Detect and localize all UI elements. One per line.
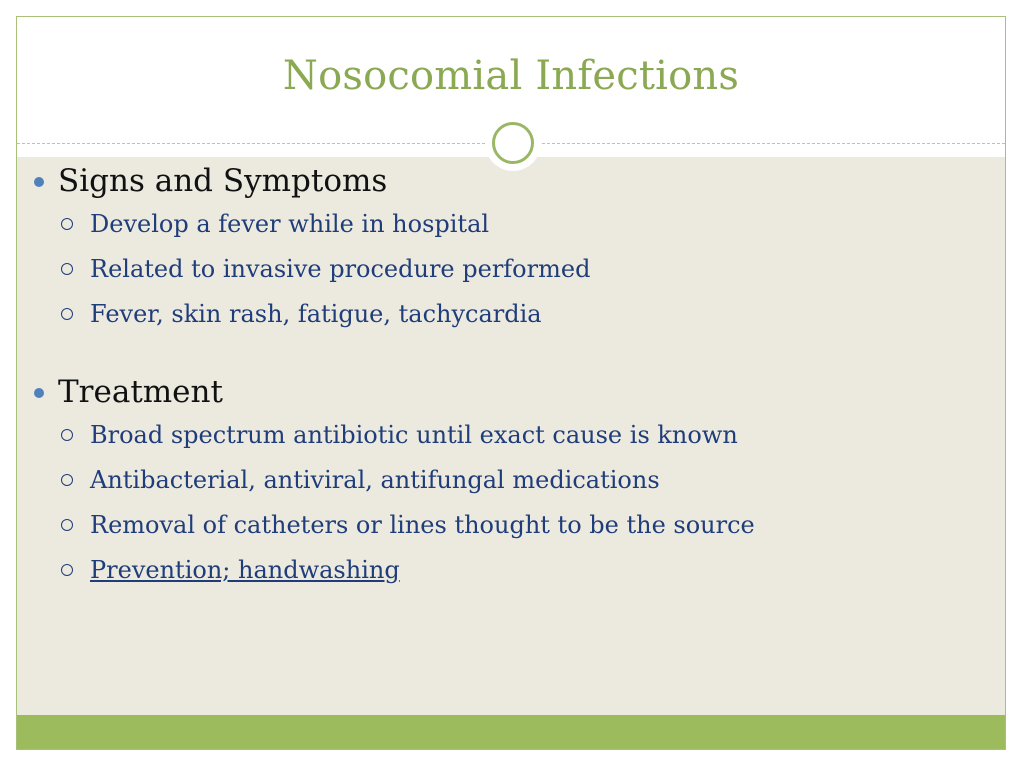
item-text: Related to invasive procedure performed [90,255,591,283]
item-text: Removal of catheters or lines thought to be the source [90,511,755,539]
item-text: Fever, skin rash, fatigue, tachycardia [90,300,542,328]
hollow-circle-bullet-icon [61,474,73,486]
list-item [30,413,960,458]
list-item [30,292,960,337]
item-text: Antibacterial, antiviral, antifungal medications [90,466,660,494]
list-item [30,247,960,292]
hollow-circle-bullet-icon [61,429,73,441]
list-item [30,548,960,593]
ring-ornament-icon [492,122,534,164]
footer-bar [17,715,1005,749]
hollow-circle-bullet-icon [61,308,73,320]
list-item [30,202,960,247]
bullet-dot-icon [34,388,44,398]
hollow-circle-bullet-icon [61,263,73,275]
list-item [30,503,960,548]
heading-text: Signs and Symptoms [58,163,388,199]
hollow-circle-bullet-icon [61,519,73,531]
heading-text: Treatment [58,374,223,410]
list-item [30,458,960,503]
section-heading-signs [30,160,960,202]
slide-title: Nosocomial Infections [282,53,740,99]
item-text: Develop a fever while in hospital [90,210,490,238]
section-spacer [30,337,960,371]
section-heading-treatment [30,371,960,413]
item-text: Broad spectrum antibiotic until exact cause is known [90,421,738,449]
bullet-list [30,160,960,593]
hollow-circle-bullet-icon [61,218,73,230]
hollow-circle-bullet-icon [61,564,73,576]
bullet-dot-icon [34,177,44,187]
prevention-link-text[interactable]: Prevention; handwashing [90,556,400,584]
